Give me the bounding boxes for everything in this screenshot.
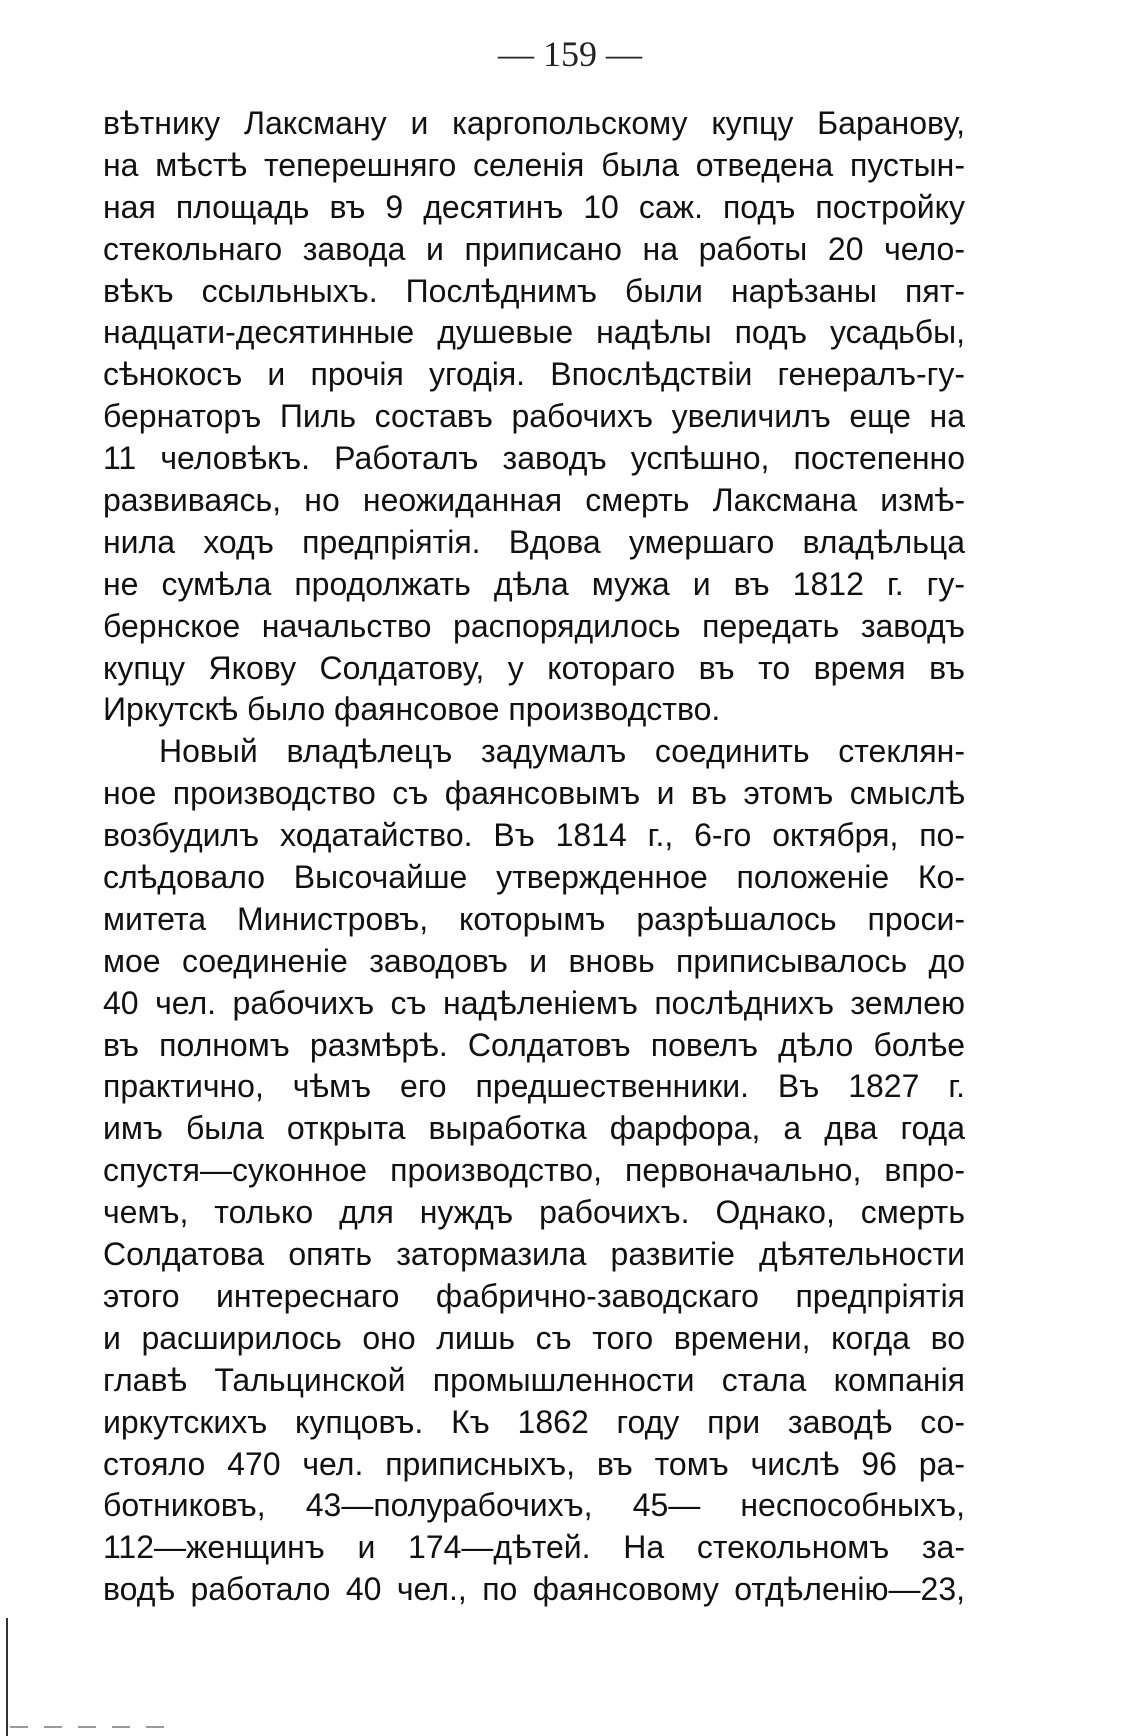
- text-line: этого интереснаго фабрично-заводскаго предпріятія: [103, 1277, 965, 1314]
- text-line: бернское начальство распорядилось передать заводъ: [103, 607, 965, 644]
- text-line: мое соединеніе заводовъ и вновь приписывалось до: [103, 942, 965, 979]
- text-line: нила ходъ предпріятія. Вдова умершаго владѣльца: [103, 523, 965, 560]
- text-line: 40 чел. рабочихъ съ надѣленіемъ послѣднихъ землею: [103, 984, 965, 1021]
- text-line: практично, чѣмъ его предшественники. Въ 1827 г.: [103, 1068, 965, 1105]
- text-line: водѣ работало 40 чел., по фаянсовому отдѣленію—23,: [103, 1571, 965, 1608]
- scan-bottom-artifact: [10, 1726, 170, 1728]
- text-line: надцати-десятинные душевые надѣлы подъ усадьбы,: [103, 314, 965, 351]
- text-line: Солдатова опять затормазила развитіе дѣятельности: [103, 1236, 965, 1273]
- page-number: — 159 —: [498, 34, 642, 74]
- paragraph-start-line: Новый владѣлецъ задумалъ соединить стеклян-: [159, 733, 965, 770]
- text-line: 112—женщинъ и 174—дѣтей. На стекольномъ за-: [103, 1529, 965, 1566]
- text-line: и расширилось оно лишь съ того времени, когда во: [103, 1319, 965, 1356]
- text-line: купцу Якову Солдатову, у котораго въ то время въ: [103, 649, 965, 686]
- text-line: ная площадь въ 9 десятинъ 10 саж. подъ постройку: [103, 188, 965, 225]
- text-line: ботниковъ, 43—полурабочихъ, 45— неспособныхъ,: [103, 1487, 965, 1524]
- text-line: слѣдовало Высочайше утвержденное положеніе Ко-: [103, 859, 965, 896]
- text-line: вѣкъ ссыльныхъ. Послѣднимъ были нарѣзаны пят-: [103, 272, 965, 309]
- text-line: вѣтнику Лаксману и каргопольскому купцу Баранову,: [103, 105, 965, 141]
- text-line: ное производство съ фаянсовымъ и въ этомъ смыслѣ: [103, 775, 965, 812]
- text-line: возбудилъ ходатайство. Въ 1814 г., 6-го октября, по-: [103, 817, 965, 854]
- paragraph-end-line: Иркутскѣ было фаянсовое производство.: [103, 691, 721, 728]
- scan-edge-mark: [6, 1618, 8, 1736]
- text-line: главѣ Тальцинской промышленности стала компанія: [103, 1361, 965, 1398]
- text-line: бернаторъ Пиль составъ рабочихъ увеличилъ еще на: [103, 398, 965, 435]
- text-line: стекольнаго завода и приписано на работы 20 чело-: [103, 230, 965, 267]
- text-line: на мѣстѣ теперешняго селенія была отведена пустын-: [103, 146, 965, 183]
- text-line: имъ была открыта выработка фарфора, а два года: [103, 1110, 965, 1147]
- text-line: развиваясь, но неожиданная смерть Лаксмана измѣ-: [103, 482, 965, 519]
- text-line: спустя—суконное производство, первоначально, впро-: [103, 1152, 965, 1189]
- text-line: въ полномъ размѣрѣ. Солдатовъ повелъ дѣло болѣе: [103, 1026, 965, 1063]
- text-line: сѣнокосъ и прочія угодія. Впослѣдствіи генералъ-гу-: [103, 356, 965, 393]
- text-line: 11 человѣкъ. Работалъ заводъ успѣшно, постепенно: [103, 440, 965, 477]
- text-line: не сумѣла продолжать дѣла мужа и въ 1812 г. гу-: [103, 565, 965, 602]
- text-line: стояло 470 чел. приписныхъ, въ томъ числѣ 96 ра-: [103, 1445, 965, 1482]
- text-line: митета Министровъ, которымъ разрѣшалось проси-: [103, 900, 965, 937]
- text-line: иркутскихъ купцовъ. Къ 1862 году при заводѣ со-: [103, 1403, 965, 1440]
- body-text: [103, 103, 965, 1611]
- text-line: чемъ, только для нуждъ рабочихъ. Однако, смерть: [103, 1194, 965, 1231]
